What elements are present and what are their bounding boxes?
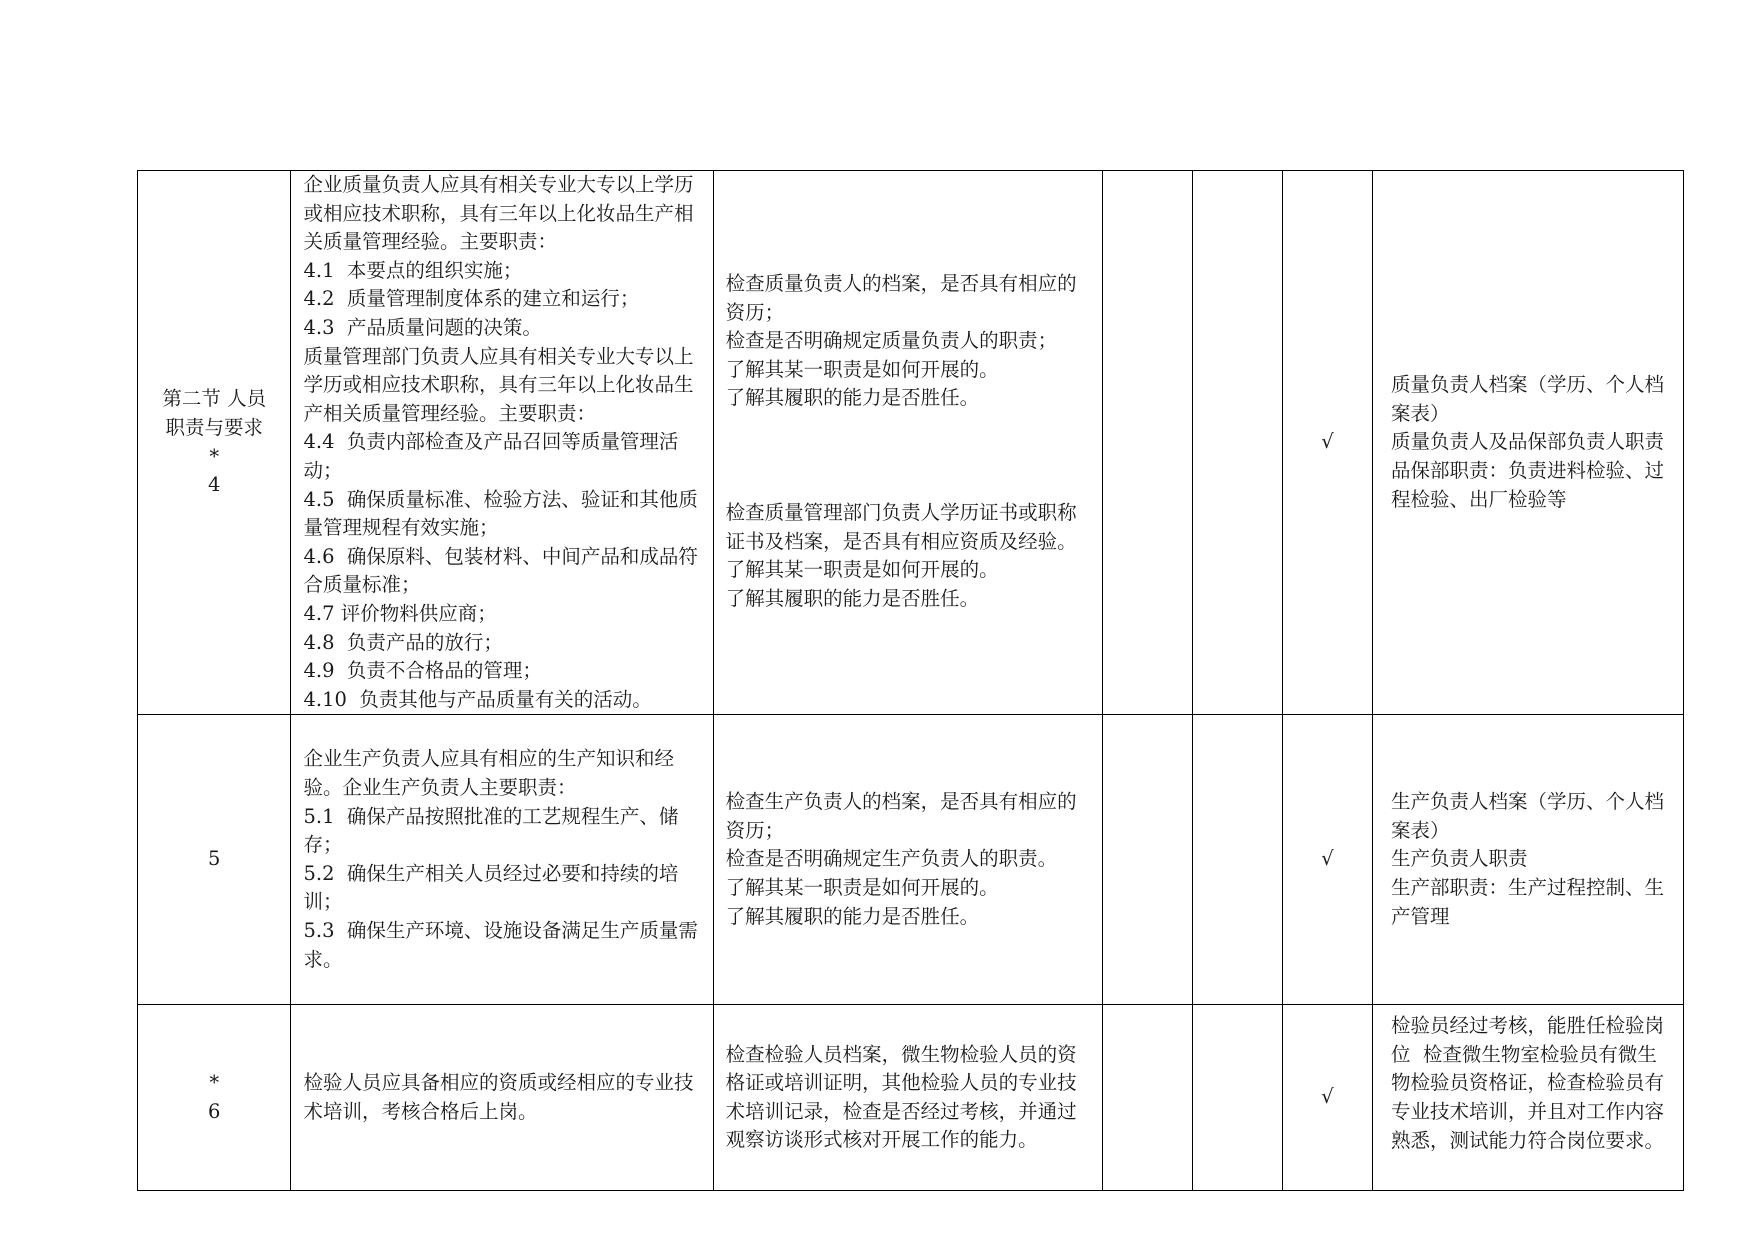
- method-cell: [713, 715, 1103, 1005]
- blank-cell: [1193, 171, 1283, 715]
- requirement-line: 4.8 负责产品的放行；: [303, 630, 503, 654]
- blank-cell: [1103, 1005, 1193, 1191]
- method-line: 检查是否明确规定质量负责人的职责；: [725, 329, 1058, 353]
- item-line: 4: [208, 473, 221, 497]
- blank-cell: [1193, 1005, 1283, 1191]
- note-line: 生产部职责：生产过程控制、生产管理: [1390, 876, 1664, 928]
- method-line: 了解其某一职责是如何开展的。: [725, 357, 999, 381]
- item-cell: [138, 715, 291, 1005]
- requirement-line: 企业质量负责人应具有相关专业大专以上学历或相应技术职称，具有三年以上化妆品生产相关质量管理经验。主要职责：: [303, 173, 694, 254]
- requirement-line: 4.6 确保原料、包装材料、中间产品和成品符合质量标准；: [303, 544, 698, 597]
- note-line: 检验员经过考核，能胜任检验岗位 检查微生物室检验员有微生物检验员资格证，检查检验员有专业技术培训，并且对工作内容熟悉，测试能力符合岗位要求。: [1390, 1014, 1664, 1152]
- method-line: 检查生产负责人的档案，是否具有相应的资历；: [725, 790, 1077, 842]
- requirement-line: 5.3 确保生产环境、设施设备满足生产质量需求。: [303, 918, 698, 971]
- requirement-cell: [291, 715, 713, 1005]
- item-line: 6: [208, 1099, 221, 1123]
- blank-cell: [1103, 715, 1193, 1005]
- note-line: 生产负责人职责: [1390, 847, 1528, 871]
- requirement-line: 检验人员应具备相应的资质或经相应的专业技术培训，考核合格后上岗。: [303, 1071, 694, 1123]
- method-line: 检查是否明确规定生产负责人的职责。: [725, 847, 1058, 871]
- item-line: 5: [208, 847, 221, 871]
- item-cell: [138, 171, 291, 715]
- requirement-line: 企业生产负责人应具有相应的生产知识和经验。企业生产负责人主要职责：: [303, 747, 674, 799]
- method-line: 检查检验人员档案，微生物检验人员的资格证或培训证明，其他检验人员的专业技术培训记录，检查是否经过考核，并通过观察访谈形式核对开展工作的能力。: [725, 1042, 1077, 1152]
- requirement-line: 5.2 确保生产相关人员经过必要和持续的培训；: [303, 861, 679, 914]
- requirement-cell: [291, 171, 713, 715]
- requirement-line: 4.5 确保质量标准、检验方法、验证和其他质量管理规程有效实施；: [303, 487, 698, 540]
- requirement-line: 4.4 负责内部检查及产品召回等质量管理活动；: [303, 430, 679, 482]
- method-line: 了解其履职的能力是否胜任。: [725, 586, 980, 610]
- requirement-line: 4.10 负责其他与产品质量有关的活动。: [303, 687, 652, 711]
- note-cell: [1372, 715, 1683, 1005]
- table-row: [138, 171, 1684, 715]
- note-line: 生产负责人档案（学历、个人档案表）: [1390, 790, 1664, 842]
- method-line: 了解其履职的能力是否胜任。: [725, 386, 980, 410]
- note-line: 质量负责人及品保部负责人职责: [1390, 430, 1664, 454]
- method-line: 了解其某一职责是如何开展的。: [725, 558, 999, 582]
- requirement-line: 5.1 确保产品按照批准的工艺规程生产、储存；: [303, 804, 679, 857]
- requirement-line: 4.2 质量管理制度体系的建立和运行；: [303, 287, 640, 311]
- check-mark: √: [1283, 171, 1373, 715]
- note-line: 品保部职责：负责进料检验、过程检验、出厂检验等: [1390, 458, 1664, 511]
- item-line: 第二节 人员: [162, 387, 267, 411]
- note-line: 质量负责人档案（学历、个人档案表）: [1390, 373, 1664, 425]
- item-cell: [138, 1005, 291, 1191]
- check-mark: √: [1283, 1005, 1373, 1191]
- requirement-line: 4.7 评价物料供应商；: [303, 601, 497, 625]
- blank-cell: [1103, 171, 1193, 715]
- requirement-line: 4.1 本要点的组织实施；: [303, 258, 523, 282]
- blank-cell: [1193, 715, 1283, 1005]
- method-line: 检查质量管理部门负责人学历证书或职称证书及档案，是否具有相应资质及经验。: [725, 500, 1077, 553]
- requirement-line: 4.9 负责不合格品的管理；: [303, 659, 542, 683]
- method-cell: [713, 1005, 1103, 1191]
- note-cell: [1372, 1005, 1683, 1191]
- item-line: *: [209, 1071, 220, 1095]
- inspection-table: [137, 170, 1684, 1191]
- method-cell: [713, 171, 1103, 715]
- table-row: [138, 715, 1684, 1005]
- requirement-line: 质量管理部门负责人应具有相关专业大专以上学历或相应技术职称，具有三年以上化妆品生产相关质量管理经验。主要职责：: [303, 344, 694, 425]
- requirement-cell: [291, 1005, 713, 1191]
- check-mark: √: [1283, 715, 1373, 1005]
- method-line: 了解其某一职责是如何开展的。: [725, 876, 999, 900]
- requirement-line: 4.3 产品质量问题的决策。: [303, 315, 542, 339]
- note-cell: [1372, 171, 1683, 715]
- method-line: 检查质量负责人的档案，是否具有相应的资历；: [725, 272, 1077, 324]
- item-line: *: [209, 444, 220, 468]
- table-row: [138, 1005, 1684, 1191]
- item-line: 职责与要求: [165, 416, 263, 440]
- method-line: 了解其履职的能力是否胜任。: [725, 904, 980, 928]
